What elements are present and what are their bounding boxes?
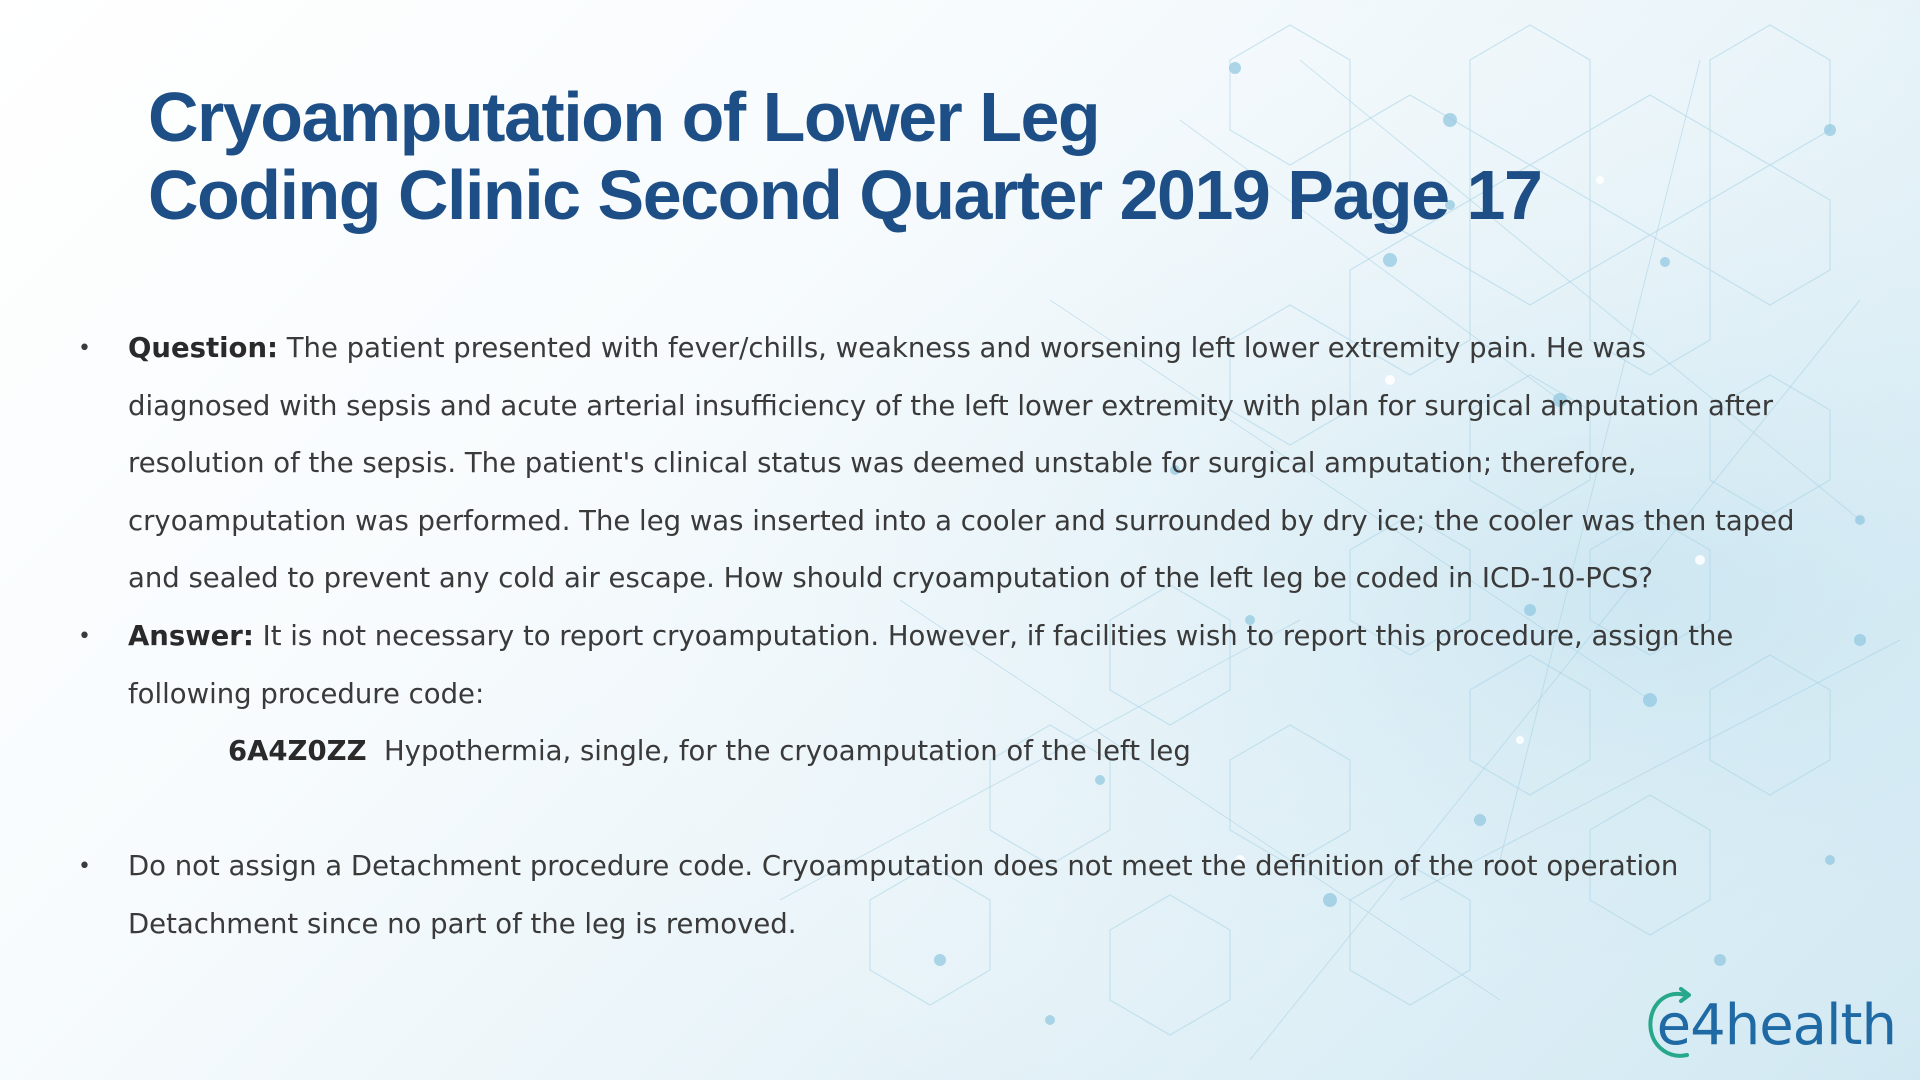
logo-e: e xyxy=(1656,993,1691,1058)
logo-swoosh-icon xyxy=(1645,987,1699,1063)
procedure-code-line xyxy=(76,723,1796,781)
spacer xyxy=(76,781,1796,839)
title-line-1: Cryoamputation of Lower Leg xyxy=(148,78,1100,156)
bullet-answer xyxy=(76,608,1796,723)
answer-text: It is not necessary to report cryoamputation. However, if facilities wish to report this procedure, assign the following procedure code: xyxy=(128,619,1734,710)
bullet-dot: • xyxy=(78,623,91,649)
question-text: The patient presented with fever/chills, weakness and worsening left lower extremity pain. He was diagnosed with sepsis and acute arterial insufficiency of the left lower extremity with plan for surgical amputation after resolution of the sepsis. The patient's clinical status was deemed unstable for surgical amputation; therefore, cryoamputation was performed. The leg was inserted into a cooler and surrounded by dry ice; the cooler was then taped and sealed to prevent any cold air escape. How should cryoamputation of the left leg be coded in ICD-10-PCS? xyxy=(128,332,1795,595)
procedure-description: Hypothermia, single, for the cryoamputation of the left leg xyxy=(366,735,1191,768)
logo-four: 4 xyxy=(1690,993,1725,1058)
detachment-note-text: Do not assign a Detachment procedure code. Cryoamputation does not meet the definition of the root operation Detachment since no part of the leg is removed. xyxy=(128,850,1679,940)
logo-e-mark xyxy=(1657,993,1690,1058)
bullet-dot: • xyxy=(78,336,91,361)
answer-label: Answer: xyxy=(128,619,254,652)
slide-body xyxy=(76,320,1796,954)
bullet-question xyxy=(76,320,1796,608)
question-label: Question: xyxy=(128,332,279,364)
e4health-logo xyxy=(1657,993,1896,1058)
bullet-dot: • xyxy=(78,854,91,880)
logo-health: health xyxy=(1724,993,1896,1058)
procedure-code: 6A4Z0ZZ xyxy=(228,735,367,768)
title-line-2: Coding Clinic Second Quarter 2019 Page 17 xyxy=(148,156,1542,234)
bullet-detachment-note xyxy=(76,838,1796,953)
slide-title xyxy=(148,78,1848,234)
